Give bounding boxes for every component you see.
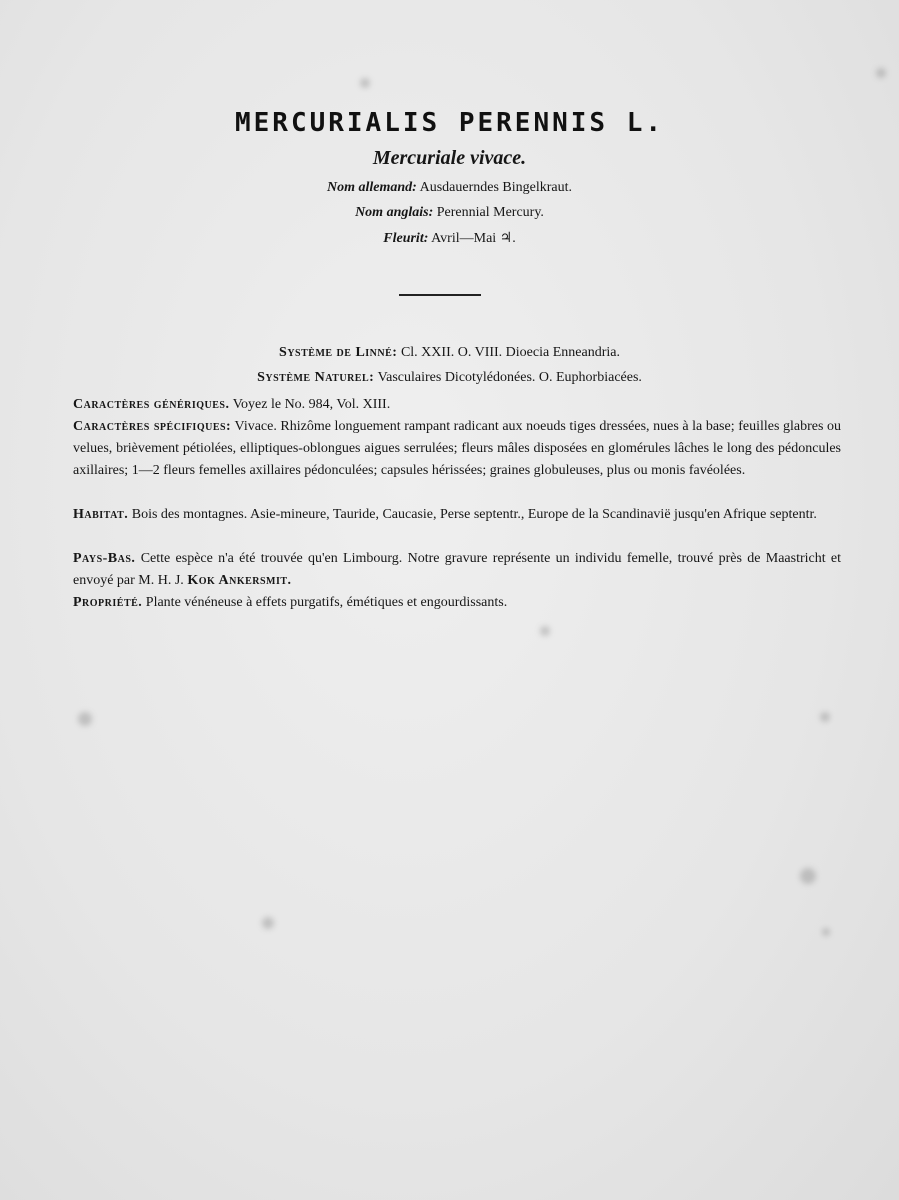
paper-spot — [822, 928, 830, 936]
collector-name: Kok Ankersmit. — [187, 573, 292, 588]
linnaean-system-label: Système de Linné: — [279, 345, 398, 360]
separator-rule — [399, 294, 481, 296]
properties-paragraph — [73, 592, 841, 614]
specific-characters-label: Caractères spécifiques: — [73, 419, 232, 434]
linnaean-system-value: Cl. XXII. O. VIII. Dioecia Enneandria. — [400, 345, 620, 360]
generic-characters-text: Voyez le No. 984, Vol. XIII. — [232, 397, 391, 412]
generic-characters-paragraph — [73, 394, 841, 416]
habitat-text: Bois des montagnes. Asie-mineure, Tauride, Caucasie, Perse septentr., Europe de la Scandinavië jusqu'en Afrique septentr. — [131, 507, 817, 522]
specific-characters-text: Vivace. Rhizôme longuement rampant radicant aux noeuds tiges dressées, nues à la base; feuilles glabres ou velues, brièvement pétiolées, elliptiques-oblongues aigues serrulées; fleurs mâles disposées en glomérules lâches le long des pédoncules axillaires; 1—2 fleurs femelles axillaires pédonculées; capsules hérissées; graines globuleuses, plus ou monis favéolées. — [73, 419, 841, 478]
paper-spot — [360, 78, 370, 88]
paper-spot — [820, 712, 830, 722]
natural-system-value: Vasculaires Dicotylédonées. O. Euphorbiacées. — [377, 370, 642, 385]
paper-spot — [262, 917, 274, 929]
french-name: Mercuriale vivace. — [372, 147, 527, 169]
linnaean-system-line — [0, 345, 899, 361]
natural-system-label: Système Naturel: — [257, 370, 375, 385]
paper-spot — [540, 626, 550, 636]
paper-spot — [78, 712, 92, 726]
german-name-value: Ausdauerndes Bingelkraut. — [419, 180, 572, 195]
flowering-label: Fleurit: — [383, 231, 429, 246]
english-name-line — [0, 205, 899, 221]
paper-spot — [800, 868, 816, 884]
paper-spot — [876, 68, 886, 78]
netherlands-text: Cette espèce n'a été trouvée qu'en Limbourg. Notre gravure représente un individu femelle, trouvé près de Maastricht et envoyé par M. H. J. — [73, 551, 842, 588]
english-name-value: Perennial Mercury. — [436, 205, 544, 220]
habitat-paragraph — [73, 504, 841, 526]
natural-system-line — [0, 370, 899, 386]
flowering-line — [0, 230, 899, 247]
habitat-label: Habitat. — [73, 507, 129, 522]
flowering-value: Avril—Mai ♃. — [431, 231, 516, 246]
netherlands-label: Pays-Bas. — [73, 551, 136, 566]
generic-characters-label: Caractères génériques. — [73, 397, 230, 412]
specific-characters-paragraph — [73, 416, 841, 482]
german-name-line — [0, 180, 899, 196]
species-title: MERCURIALIS PERENNIS L. — [234, 108, 665, 138]
properties-label: Propriété. — [73, 595, 143, 610]
english-name-label: Nom anglais: — [355, 205, 434, 220]
netherlands-paragraph — [73, 548, 841, 592]
properties-text: Plante vénéneuse à effets purgatifs, émétiques et engourdissants. — [145, 595, 508, 610]
german-name-label: Nom allemand: — [327, 180, 417, 195]
